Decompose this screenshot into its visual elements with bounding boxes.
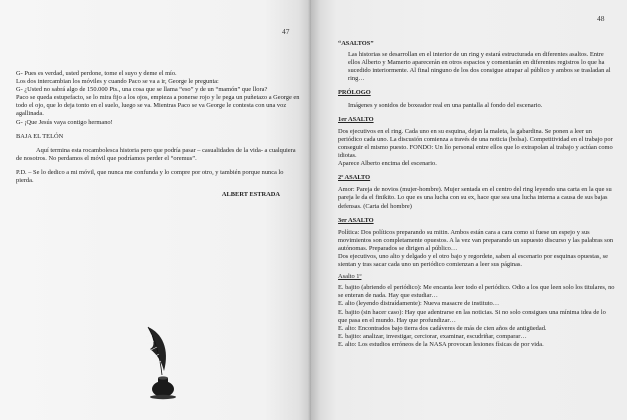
page-number-left: 47	[282, 27, 290, 36]
text-line: G- Pues es verdad, usted perdone, tome el suyo y deme el mío.	[16, 70, 177, 77]
text-line: Los dos intercambian los móviles y cuando Paco se va a ir, George le pregunta:	[16, 78, 219, 86]
assault1-heading: Asalto 1º	[338, 273, 362, 281]
round3-text2: Dos ejecutivos, uno alto y delgado y el otro bajo y regordete, saben al escenario por esquinas opuestas, se sientan y tras sacar cada uno un periódico comienzan a leer sus páginas.	[338, 252, 608, 269]
postscript: P.D. – Se lo dedico a mi móvil, que nunca me confunda y lo compre por otro, y también porque nunca lo pierda.	[16, 168, 284, 185]
round3-heading: 3er ASALTO	[338, 216, 374, 224]
prologue-heading: PRÓLOGO	[338, 89, 371, 97]
round3-text: Política: Dos políticos preparando su mitin. Ambos están cara a cara como si fuese un espejo y sus movimientos son completamente opuestos. A la vez van preparando un supuesto discurso y las palabras son autónomas. Preparados se dirigen al público…	[338, 228, 614, 252]
dialogue-line: E. alto: Encontrados bajo tierra dos cadáveres de más de cien años de antigüedad.	[338, 324, 547, 332]
text-line: Paco se queda estupefacto, se lo mira fijo a los ojos, empieza a ponerse rojo y le pega un puñetazo a George en todo el ojo, que lo deja tonto en el suelo, luego se va. Mientras Paco se va George le contesta con una voz agallinada.	[16, 94, 300, 118]
prologue-text: Imágenes y sonidos de boxeador real en una pantalla al fondo del escenario.	[348, 101, 543, 109]
round1-text: Dos ejecutivos en el ring. Cada uno en su esquina, dejan la maleta, la gabardina. Se ponen a leer un periódico cada uno. La discusión comienza a través de una noticia (bolsa). Competitividad en el trabajo por conseguir el mismo puesto. FONDO: Un lío personal entre ellos que lo extrapolan al trabajo y actúan como idiotas.	[338, 127, 613, 160]
dialogue-line: E. bajito: analizar, investigar, cerciorar, examinar, escudriñar, comparar…	[338, 332, 527, 340]
dialogue-line: E. alto: Los estudios erróneos de la NASA provocan lesiones físicas de por vida.	[338, 340, 544, 348]
quill-inkwell-icon	[140, 323, 180, 403]
play-title: “ASALTOS”	[338, 40, 374, 47]
closing-paragraph: Aquí termina esta rocambolesca historia pero que podría pasar – casualidades de la vida- a cualquiera de nosotros. No perdamos el móvil que podríamos perder el “oremus”.	[16, 146, 296, 162]
left-page	[0, 0, 311, 420]
dialogue-line: E. bajito (sin hacer caso): Hay que adentrarse en las noticias. Si no solo consigues una mínima idea de lo que pasa en el mundo. Hay que profundizar…	[338, 308, 606, 324]
text-line: G- ¡Que Jesús vaya contigo hermano!	[16, 118, 113, 126]
round1-heading: 1er ASALTO	[338, 115, 374, 123]
dialogue-line: E. alto (leyendo distraídamente): Nueva masacre de instituto…	[338, 300, 500, 308]
left-page-text	[16, 70, 300, 199]
round2-text: Amor: Pareja de novios (mujer-hombre). Mujer sentada en el centro del ring leyendo una carta en la que su pareja le da el finikito. Lo que es una lucha con su ex, hace que sea una lucha interna a causa de sus bajas defensas. (Carta del hombre)	[338, 186, 612, 210]
page-number-right: 48	[597, 14, 605, 23]
intro-paragraph: Las historias se desarrollan en el interior de un ring y estará estructurada en diferentes asaltos. Entre ellos Alberto y Mamerto aparecerán en otros espacios y comentarán en diferentes registros lo que ha sucedido interiormente. Al final ninguno de los dos consigue atrapar al público y ambos se trasladan al ring…	[348, 51, 611, 83]
round1-text2: Aparece Alberto encima del escenario.	[338, 160, 437, 168]
round2-heading: 2º ASALTO	[338, 174, 371, 182]
curtain-line: BAJA EL TELÓN	[16, 132, 64, 140]
author-signature: ALBERT ESTRADA	[221, 191, 280, 199]
right-page-text	[338, 40, 616, 349]
dialogue-line: E. bajito (abriendo el periódico): Me encanta leer todo el periódico. Odio a los que leen solo los titulares, no se enteran de nada. Hay que estudiar…	[338, 284, 615, 300]
text-line: G- ¿Usted no sabrá algo de 150.000 Pts., una cosa que se llama “eso” y de un “mamón” que llora?	[16, 86, 268, 94]
